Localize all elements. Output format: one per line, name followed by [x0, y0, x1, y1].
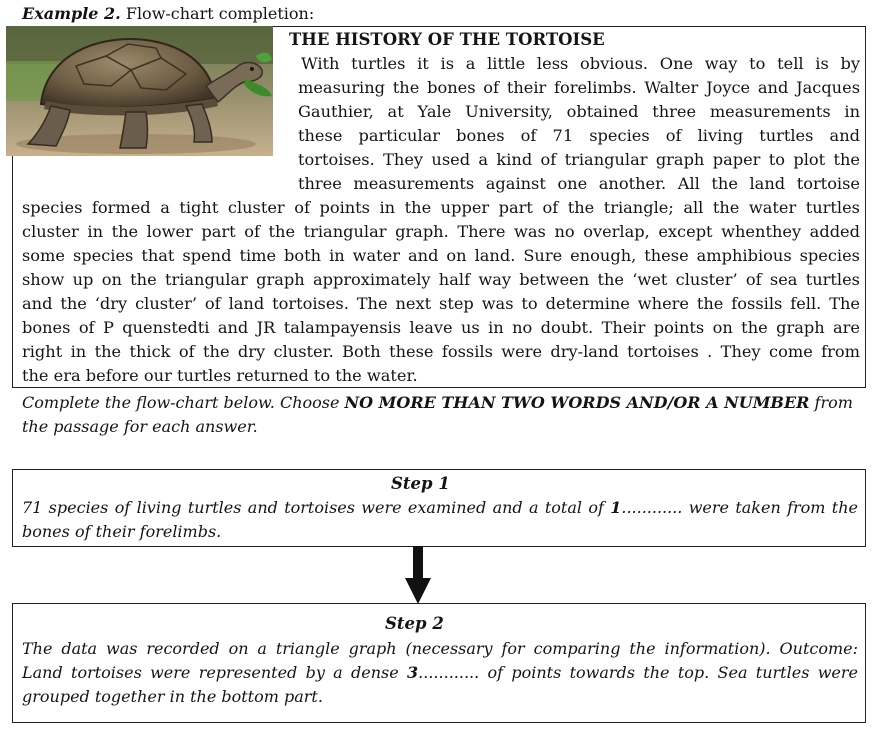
step-2-line: grouped together in the bottom part. — [22, 687, 323, 706]
passage-line: With turtles it is a little less obvious. One way to tell is by — [301, 54, 860, 73]
passage-title: THE HISTORY OF THE TORTOISE — [289, 30, 605, 49]
step-2-line: Land tortoises were represented by a dense 3............ of points towards the top. Sea turtles were — [22, 663, 858, 682]
step-2-title: Step 2 — [385, 614, 444, 633]
example-heading: Example 2. Flow-chart completion: — [22, 4, 315, 23]
passage-line: bones of P quenstedti and JR talampayensis leave us in no doubt. Their points on the graph are — [22, 318, 860, 337]
step-1-title: Step 1 — [391, 474, 450, 493]
step-1-line: 71 species of living turtles and tortoises were examined and a total of 1............ were taken from the — [22, 498, 858, 517]
passage-line: Gauthier, at Yale University, obtained three measurements in — [298, 102, 860, 121]
passage-line: these particular bones of 71 species of living turtles and — [298, 126, 860, 145]
passage-line: tortoises. They used a kind of triangular graph paper to plot the — [298, 150, 860, 169]
down-arrow-icon — [405, 546, 431, 604]
step-2-line: The data was recorded on a triangle graph (necessary for comparing the information). Outcome: — [22, 639, 858, 658]
passage-line: right in the thick of the dry cluster. Both these fossils were dry-land tortoises . They come from — [22, 342, 860, 361]
passage-line: three measurements against one another. All the land tortoise — [298, 174, 860, 193]
passage-line: cluster in the lower part of the triangular graph. There was no overlap, except whenthey added — [22, 222, 860, 241]
tortoise-photo — [6, 26, 273, 156]
passage-line: show up on the triangular graph approximately half way between the ‘wet cluster’ of sea turtles — [22, 270, 860, 289]
instruction-text: Complete the flow-chart below. Choose NO MORE THAN TWO WORDS AND/OR A NUMBER from the passage for each answer. — [22, 393, 853, 436]
passage-line: species formed a tight cluster of points in the upper part of the triangle; all the water turtles — [22, 198, 860, 217]
passage-line: measuring the bones of their forelimbs. Walter Joyce and Jacques — [298, 78, 860, 97]
passage-line: the era before our turtles returned to the water. — [22, 366, 418, 385]
step-1-line: bones of their forelimbs. — [22, 522, 222, 541]
passage-line: some species that spend time both in water and on land. Sure enough, these amphibious species — [22, 246, 860, 265]
passage-line: and the ‘dry cluster’ of land tortoises. The next step was to determine where the fossils fell. The — [22, 294, 860, 313]
